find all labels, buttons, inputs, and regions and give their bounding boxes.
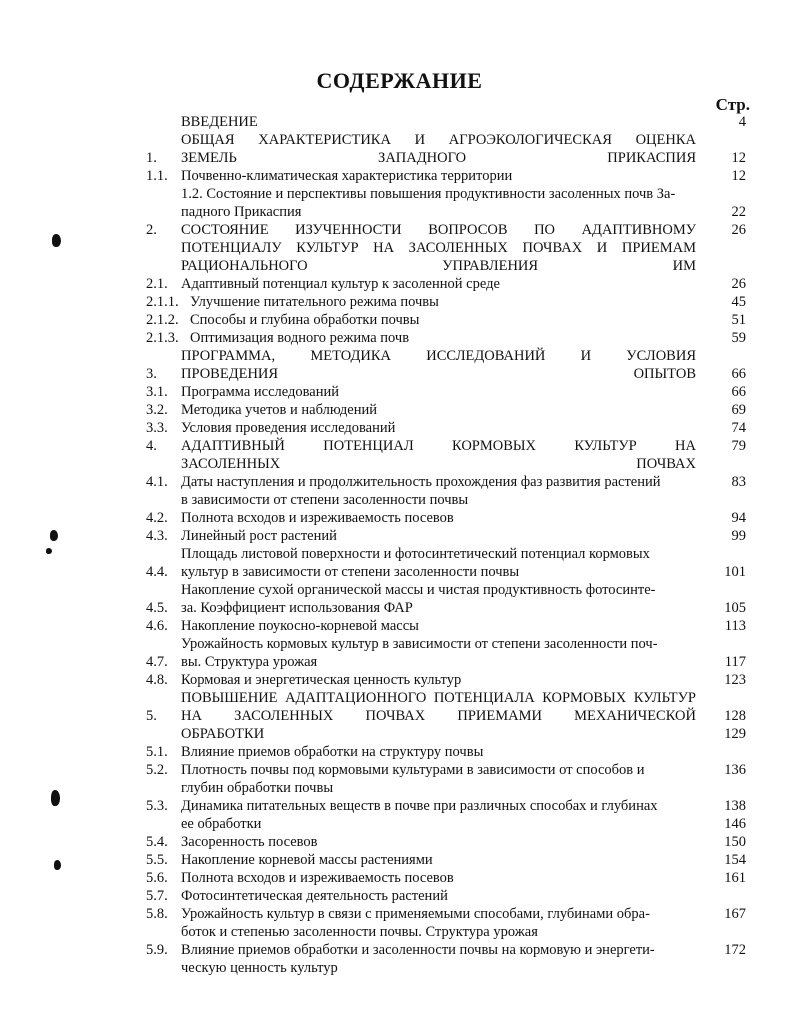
toc-entry-page: 69	[731, 402, 746, 418]
toc-entry-page: 161	[724, 870, 746, 886]
toc-entry-number: 5.2.	[146, 762, 168, 778]
toc-entry-number: 4.	[146, 438, 157, 454]
toc-entry-page: 94	[731, 510, 746, 526]
toc-entry	[146, 293, 746, 311]
toc-entry	[146, 221, 746, 275]
toc-entry-number: 5.3.	[146, 798, 168, 814]
toc-entry-page: 128	[724, 708, 746, 724]
toc-entry-page: 117	[724, 654, 746, 670]
toc-entry	[146, 617, 746, 635]
toc-entry-page: 101	[724, 564, 746, 580]
page-title: СОДЕРЖАНИЕ	[316, 68, 483, 93]
toc-entry	[146, 275, 746, 293]
toc-entry-page: 59	[731, 330, 746, 346]
toc-entry-page: 12	[731, 168, 746, 184]
toc-entry	[146, 851, 746, 869]
toc-entry	[146, 167, 746, 185]
toc-entry-title: Линейный рост растений	[181, 528, 337, 544]
toc-entry-title: Урожайность культур в связи с применяемыми способами, глубинами обра- боток и степенью засоленности почвы. Структура урожая	[181, 906, 650, 940]
toc-entry-page: 113	[724, 618, 746, 634]
toc-entry-number: 5.9.	[146, 942, 168, 958]
toc-entry-number: 2.1.3.	[146, 330, 179, 346]
toc-entry	[146, 797, 746, 833]
toc-entry-number: 5.8.	[146, 906, 168, 922]
toc-entry-title: 1.2. Состояние и перспективы повышения продуктивности засоленных почв За- падного Прикаспия	[181, 186, 676, 220]
toc-entry-title: ПОВЫШЕНИЕ АДАПТАЦИОННОГО ПОТЕНЦИАЛА КОРМОВЫХ КУЛЬТУР НА ЗАСОЛЕННЫХ ПОЧВАХ ПРИЕМАМИ МЕХАНИЧЕСКОЙ ОБРАБОТКИ	[181, 690, 696, 742]
toc-entry-number: 4.8.	[146, 672, 168, 688]
toc-entry-page: 99	[731, 528, 746, 544]
toc-entry-page: 172	[724, 942, 746, 958]
toc-entry-page: 74	[731, 420, 746, 436]
page-column-label: Стр.	[715, 95, 750, 114]
toc-entry-page: 26	[731, 276, 746, 292]
toc-entry-title: Фотосинтетическая деятельность растений	[181, 888, 448, 904]
toc-entry-title: Накопление сухой органической массы и чистая продуктивность фотосинте- за. Коэффициент использования ФАР	[181, 582, 656, 616]
toc-entry-number: 2.1.1.	[146, 294, 179, 310]
toc-entry-title: Влияние приемов обработки и засоленности почвы на кормовую и энергети- ческую ценность культур	[181, 942, 655, 976]
toc-entry-page: 129	[724, 726, 746, 742]
toc-entry	[146, 689, 746, 743]
toc-entry-page: 150	[724, 834, 746, 850]
toc-entry	[146, 383, 746, 401]
toc-entry-number: 4.2.	[146, 510, 168, 526]
toc-entry-title: Улучшение питательного режима почвы	[190, 294, 439, 310]
toc-entry	[146, 113, 746, 131]
toc-entry	[146, 509, 746, 527]
toc-entry-title: Оптимизация водного режима почв	[190, 330, 410, 346]
toc-entry-page: 167	[724, 906, 746, 922]
toc-entry-title: Плотность почвы под кормовыми культурами в зависимости от способов и глубин обработки почвы	[181, 762, 645, 796]
toc-entry	[146, 347, 746, 383]
toc-entry-number: 5.7.	[146, 888, 168, 904]
toc-entry-title: Полнота всходов и изреживаемость посевов	[181, 510, 454, 526]
toc-entry-title: Засоренность посевов	[181, 834, 318, 850]
toc-entry	[146, 311, 746, 329]
toc-entry-number: 3.1.	[146, 384, 168, 400]
toc-entry-title: Площадь листовой поверхности и фотосинтетический потенциал кормовых культур в зависимости от степени засоленности почвы	[181, 546, 650, 580]
toc-entry	[146, 905, 746, 941]
toc-entry-title: Почвенно-климатическая характеристика территории	[181, 168, 513, 184]
toc-entry	[146, 743, 746, 761]
toc-entry-number: 5.1.	[146, 744, 168, 760]
toc-entry	[146, 185, 746, 221]
toc-entry-title: Динамика питательных веществ в почве при различных способах и глубинах ее обработки	[181, 798, 658, 832]
toc-entry-page: 83	[731, 474, 746, 490]
toc-entry-page: 66	[731, 384, 746, 400]
toc-entry-number: 1.	[146, 150, 157, 166]
toc-entry	[146, 635, 746, 671]
toc-entry	[146, 131, 746, 167]
toc-entry-number: 4.5.	[146, 600, 168, 616]
toc-entry	[146, 329, 746, 347]
scan-speck	[50, 530, 58, 541]
toc-entry-number: 3.2.	[146, 402, 168, 418]
toc-entry-title: Накопление поукосно-корневой массы	[181, 618, 419, 634]
toc-entry	[146, 941, 746, 977]
toc-entry-number: 5.4.	[146, 834, 168, 850]
toc-entry-number: 5.	[146, 708, 157, 724]
toc-entry-number: 1.1.	[146, 168, 168, 184]
toc-entry-title: ВВЕДЕНИЕ	[181, 114, 258, 130]
toc-entry	[146, 887, 746, 905]
scan-speck	[46, 548, 52, 554]
toc-entry	[146, 671, 746, 689]
toc-entry-title: Накопление корневой массы растениями	[181, 852, 433, 868]
toc-entry	[146, 581, 746, 617]
toc-entry-number: 4.4.	[146, 564, 168, 580]
toc-entry-title: Адаптивный потенциал культур к засоленной среде	[181, 276, 500, 292]
toc-entry-title: ОБЩАЯ ХАРАКТЕРИСТИКА И АГРОЭКОЛОГИЧЕСКАЯ ОЦЕНКА ЗЕМЕЛЬ ЗАПАДНОГО ПРИКАСПИЯ	[181, 132, 696, 166]
toc-entry	[146, 419, 746, 437]
toc-entry	[146, 527, 746, 545]
scan-speck	[52, 234, 61, 247]
toc-entry	[146, 833, 746, 851]
toc-entry-page: 45	[731, 294, 746, 310]
toc-entry-title: Даты наступления и продолжительность прохождения фаз развития растений в зависимости от степени засоленности почвы	[181, 474, 661, 508]
toc-entry-page: 66	[731, 366, 746, 382]
toc-entry-number: 2.1.	[146, 276, 168, 292]
toc-entry-page: 51	[731, 312, 746, 328]
toc-entry-title: СОСТОЯНИЕ ИЗУЧЕННОСТИ ВОПРОСОВ ПО АДАПТИВНОМУ ПОТЕНЦИАЛУ КУЛЬТУР НА ЗАСОЛЕННЫХ ПОЧВАХ И ПРИЕМАМ РАЦИОНАЛЬНОГО УПРАВЛЕНИЯ ИМ	[181, 222, 696, 274]
toc-entry-title: Полнота всходов и изреживаемость посевов	[181, 870, 454, 886]
toc-entry-page: 12	[731, 150, 746, 166]
toc-entry-number: 4.1.	[146, 474, 168, 490]
toc-entry-title: Влияние приемов обработки на структуру почвы	[181, 744, 484, 760]
toc-entry-number: 3.	[146, 366, 157, 382]
toc-entry-page: 4	[738, 114, 746, 130]
toc-entry	[146, 545, 746, 581]
toc-entry-title: Программа исследований	[181, 384, 340, 400]
toc-entry-page: 138 146	[724, 798, 746, 832]
scan-speck	[51, 790, 60, 806]
toc-entry-title: АДАПТИВНЫЙ ПОТЕНЦИАЛ КОРМОВЫХ КУЛЬТУР НА ЗАСОЛЕННЫХ ПОЧВАХ	[181, 438, 696, 472]
toc-entry-number: 2.	[146, 222, 157, 238]
toc-entry-title: Урожайность кормовых культур в зависимости от степени засоленности поч- вы. Структура урожая	[181, 636, 658, 670]
toc-entry-title: ПРОГРАММА, МЕТОДИКА ИССЛЕДОВАНИЙ И УСЛОВИЯ ПРОВЕДЕНИЯ ОПЫТОВ	[181, 348, 696, 382]
toc-entry-number: 5.6.	[146, 870, 168, 886]
toc-entry-page: 154	[724, 852, 746, 868]
toc-entry	[146, 869, 746, 887]
toc-entry-title: Методика учетов и наблюдений	[181, 402, 378, 418]
toc-entry-page: 123	[724, 672, 746, 688]
toc-entry	[146, 473, 746, 509]
toc-entry-title: Условия проведения исследований	[181, 420, 396, 436]
toc-entry-page: 136	[724, 762, 746, 778]
toc-entry	[146, 761, 746, 797]
toc-entry-page: 105	[724, 600, 746, 616]
toc-entry-title: Кормовая и энергетическая ценность культур	[181, 672, 462, 688]
scan-speck	[54, 860, 61, 870]
toc-entry-number: 4.7.	[146, 654, 168, 670]
toc-entry-number: 5.5.	[146, 852, 168, 868]
table-of-contents	[146, 113, 746, 977]
toc-entry-page: 26	[731, 222, 746, 238]
toc-entry-number: 4.3.	[146, 528, 168, 544]
toc-entry-title: Способы и глубина обработки почвы	[190, 312, 420, 328]
toc-entry-number: 2.1.2.	[146, 312, 179, 328]
toc-entry-page: 79	[731, 438, 746, 454]
toc-entry	[146, 401, 746, 419]
toc-entry-page: 22	[731, 204, 746, 220]
toc-entry-number: 3.3.	[146, 420, 168, 436]
toc-entry-number: 4.6.	[146, 618, 168, 634]
toc-entry	[146, 437, 746, 473]
